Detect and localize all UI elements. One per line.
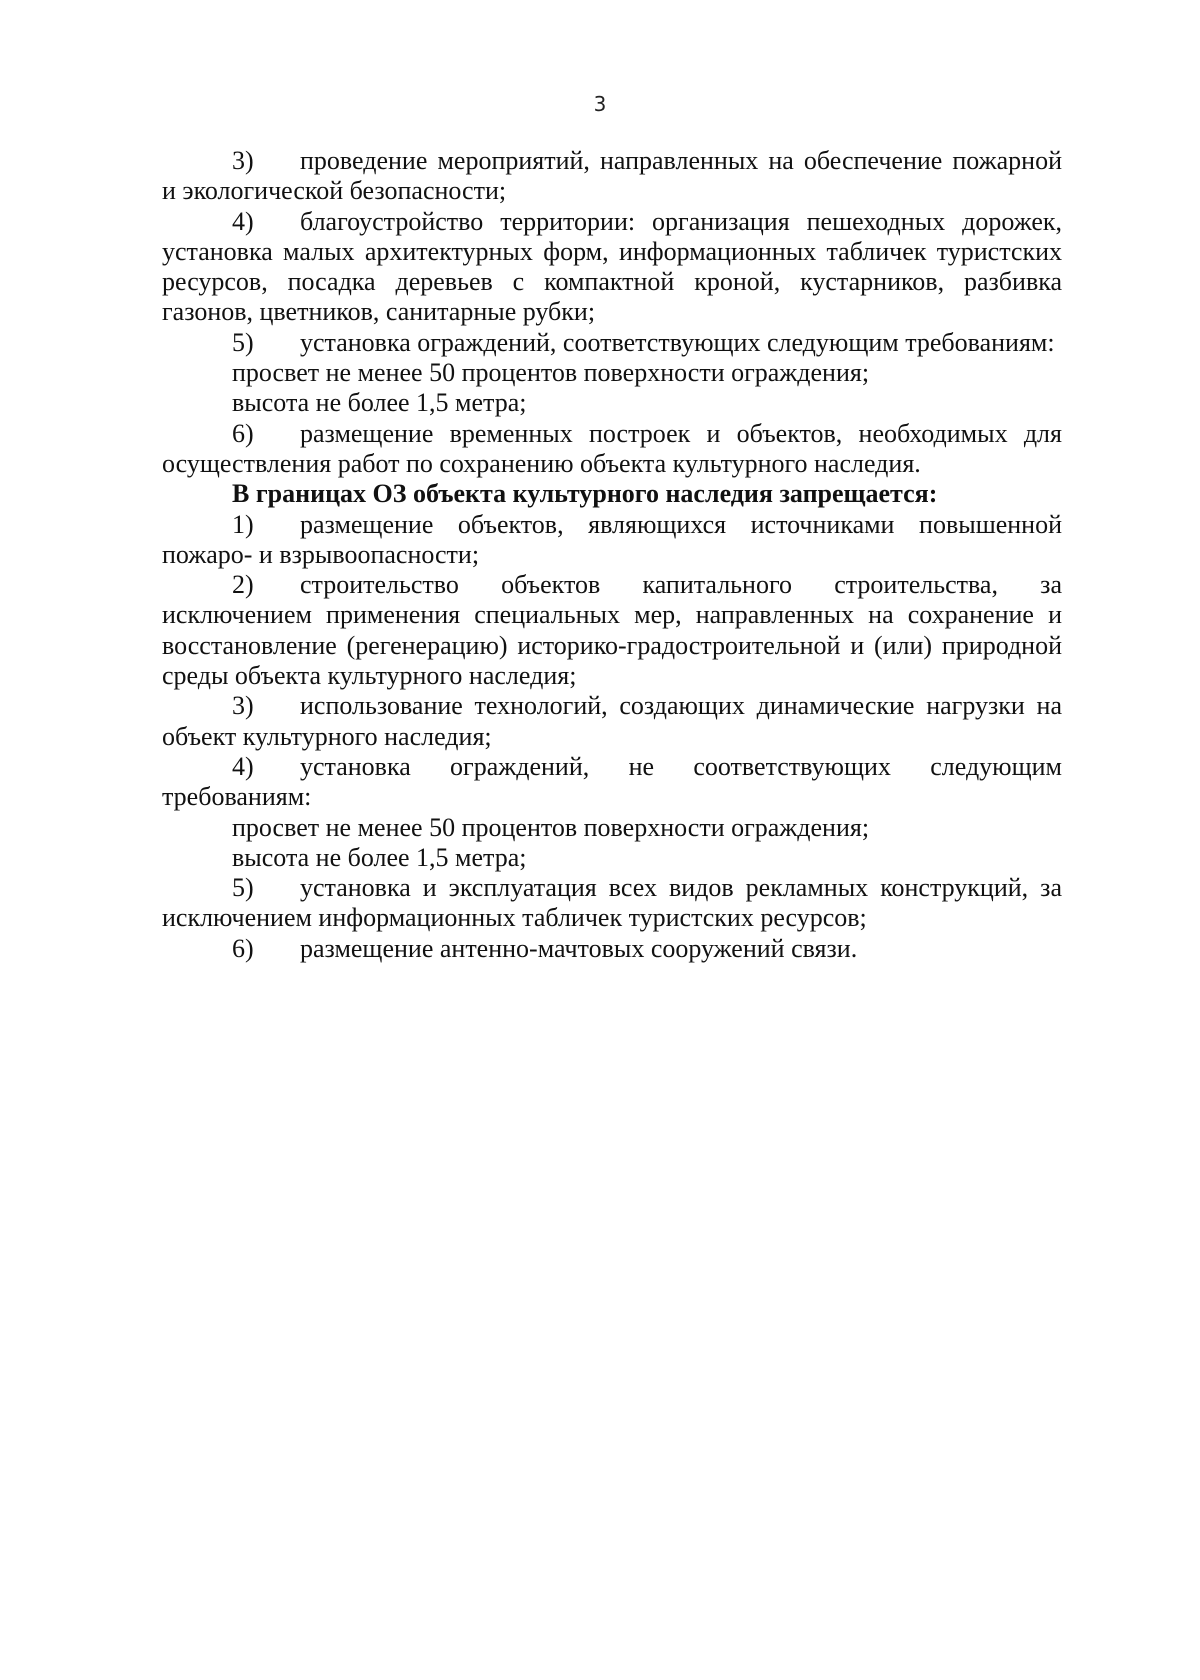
item-number: 6): [232, 933, 254, 963]
item-number: 3): [232, 146, 254, 175]
item-text: благоустройство территории: организация пешеходных дорожек, установка малых архитектурных форм, информационных табличек туристских ресурсов, посадка деревьев с компактной кроной, кустарников, разбивка газонов, цветников, санитарные рубки;: [162, 206, 1062, 327]
requirement-line-height: высота не более 1,5 метра;: [232, 388, 527, 418]
page-number: 3: [593, 92, 607, 116]
item-number: 4): [232, 751, 254, 781]
list-item-5-fences: [162, 328, 1062, 358]
requirement-line-clearance: просвет не менее 50 процентов поверхности ограждения;: [232, 358, 870, 388]
item-number: 5): [232, 327, 254, 357]
prohibited-item-3: [162, 691, 1062, 752]
item-text: установка ограждений, не соответствующих следующим требованиям:: [162, 751, 1062, 812]
item-number: 5): [232, 873, 254, 903]
document-body: [162, 146, 1062, 964]
prohibited-item-1: [162, 510, 1062, 571]
item-number: 4): [232, 206, 254, 236]
item-text: размещение антенно-мачтовых сооружений связи.: [300, 933, 858, 963]
item-text: использование технологий, создающих динамические нагрузки на объект культурного наследия;: [162, 691, 1062, 751]
item-text: установка и эксплуатация всех видов рекламных конструкций, за исключением информационных табличек туристских ресурсов;: [162, 873, 1062, 933]
item-number: 1): [232, 509, 254, 539]
item-number: 2): [232, 570, 254, 600]
item-number: 6): [232, 418, 254, 448]
item-text: проведение мероприятий, направленных на обеспечение пожарной и экологической безопасности;: [162, 146, 1062, 206]
item-text: установка ограждений, соответствующих следующим требованиям:: [300, 327, 1055, 357]
item-text: размещение временных построек и объектов, необходимых для осуществления работ по сохранению объекта культурного наследия.: [162, 418, 1062, 478]
list-item-6-temporary-buildings: [162, 419, 1062, 480]
list-item-3-fire-safety: [162, 146, 1062, 207]
prohibited-item-2: [162, 570, 1062, 691]
requirement-line-height: высота не более 1,5 метра;: [232, 842, 527, 872]
prohibited-item-5: [162, 873, 1062, 934]
item-number: 3): [232, 691, 254, 721]
section-heading-prohibited: В границах ОЗ объекта культурного наследия запрещается:: [232, 479, 938, 509]
prohibited-item-6: [162, 934, 1062, 964]
item-text: размещение объектов, являющихся источниками повышенной пожаро- и взрывоопасности;: [162, 509, 1062, 569]
item-text: строительство объектов капитального строительства, за исключением применения специальных мер, направленных на сохранение и восстановление (регенерацию) историко-градостроительной и (или) природной среды объекта культурного наследия;: [162, 570, 1062, 691]
requirement-line-clearance: просвет не менее 50 процентов поверхности ограждения;: [232, 812, 870, 842]
list-item-4-landscaping: [162, 207, 1062, 328]
prohibited-item-4: [162, 752, 1062, 813]
